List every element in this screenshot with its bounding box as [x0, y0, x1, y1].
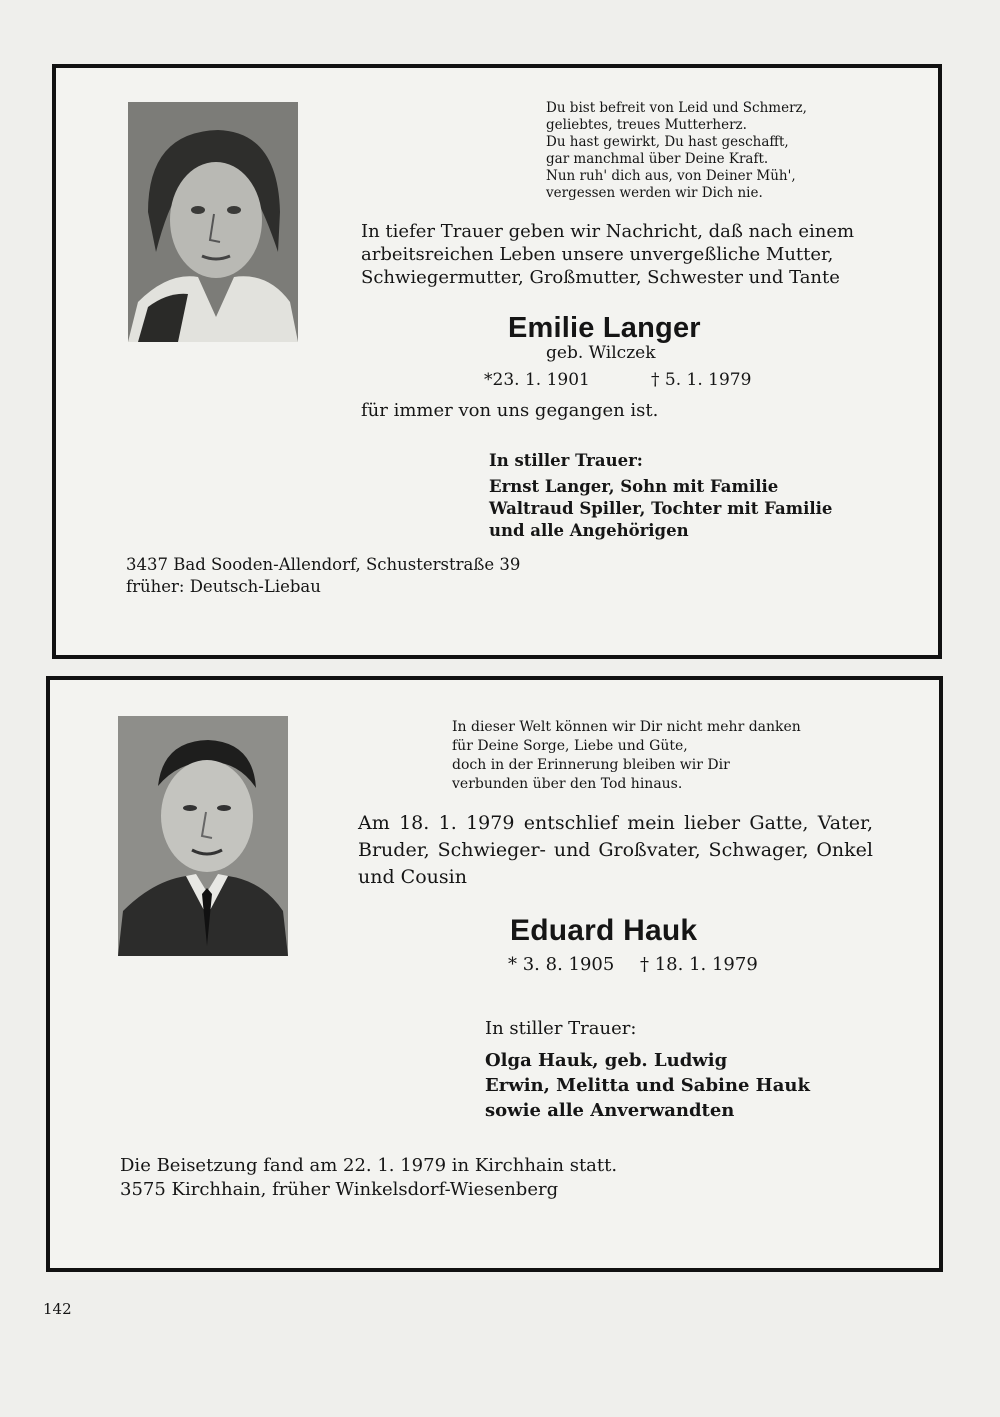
- maiden-name: geb. Wilczek: [546, 343, 656, 363]
- address: 3575 Kirchhain, früher Winkelsdorf-Wiesenberg: [120, 1179, 559, 1200]
- obituary-emilie-langer: [52, 64, 942, 659]
- death-date: † 5. 1. 1979: [651, 370, 752, 390]
- portrait-photo-woman: [128, 102, 298, 342]
- portrait-photo-man: [118, 716, 288, 956]
- mourner-line: sowie alle Anverwandten: [485, 1100, 735, 1121]
- mourner-line: Waltraud Spiller, Tochter mit Familie: [489, 499, 833, 518]
- death-date: † 18. 1. 1979: [640, 954, 758, 975]
- deceased-name: Eduard Hauk: [510, 914, 698, 947]
- former-residence: früher: Deutsch-Liebau: [126, 577, 321, 596]
- page-number: 142: [43, 1300, 72, 1318]
- mourner-line: und alle Angehörigen: [489, 521, 689, 540]
- announcement-intro: Am 18. 1. 1979 entschlief mein lieber Gatte, Vater, Bruder, Schwieger- und Großvater, Schwager, Onkel und Cousin: [358, 812, 873, 888]
- mourning-label: In stiller Trauer:: [489, 451, 643, 470]
- portrait-woman-icon: [128, 102, 298, 342]
- burial-note: Die Beisetzung fand am 22. 1. 1979 in Kirchhain statt.: [120, 1155, 618, 1176]
- obituary-eduard-hauk: [46, 676, 943, 1272]
- announcement-closing: für immer von uns gegangen ist.: [361, 400, 659, 421]
- memorial-poem: In dieser Welt können wir Dir nicht mehr danken für Deine Sorge, Liebe und Güte, doch in der Erinnerung bleiben wir Dir verbunden über den Tod hinaus.: [452, 719, 801, 792]
- birth-date: *23. 1. 1901: [484, 370, 590, 390]
- mourning-label: In stiller Trauer:: [485, 1018, 637, 1039]
- memorial-poem: Du bist befreit von Leid und Schmerz, geliebtes, treues Mutterherz. Du hast gewirkt, Du hast geschafft, gar manchmal über Deine Kraft. Nun ruh' dich aus, von Deiner Müh', vergessen werden wir Dich nie.: [546, 100, 807, 201]
- portrait-man-icon: [118, 716, 288, 956]
- mourner-line: Ernst Langer, Sohn mit Familie: [489, 477, 779, 496]
- deceased-name: Emilie Langer: [508, 312, 701, 344]
- address: 3437 Bad Sooden-Allendorf, Schusterstraße 39: [126, 555, 521, 574]
- mourner-line: Olga Hauk, geb. Ludwig: [485, 1050, 728, 1071]
- mourners-list: [485, 1048, 810, 1123]
- mourner-line: Erwin, Melitta und Sabine Hauk: [485, 1075, 810, 1096]
- announcement-intro: In tiefer Trauer geben wir Nachricht, daß nach einem arbeitsreichen Leben unsere unvergeßliche Mutter, Schwiegermutter, Großmutter, Schwester und Tante: [361, 221, 855, 288]
- birth-date: * 3. 8. 1905: [508, 954, 615, 975]
- mourners-list: [489, 476, 832, 542]
